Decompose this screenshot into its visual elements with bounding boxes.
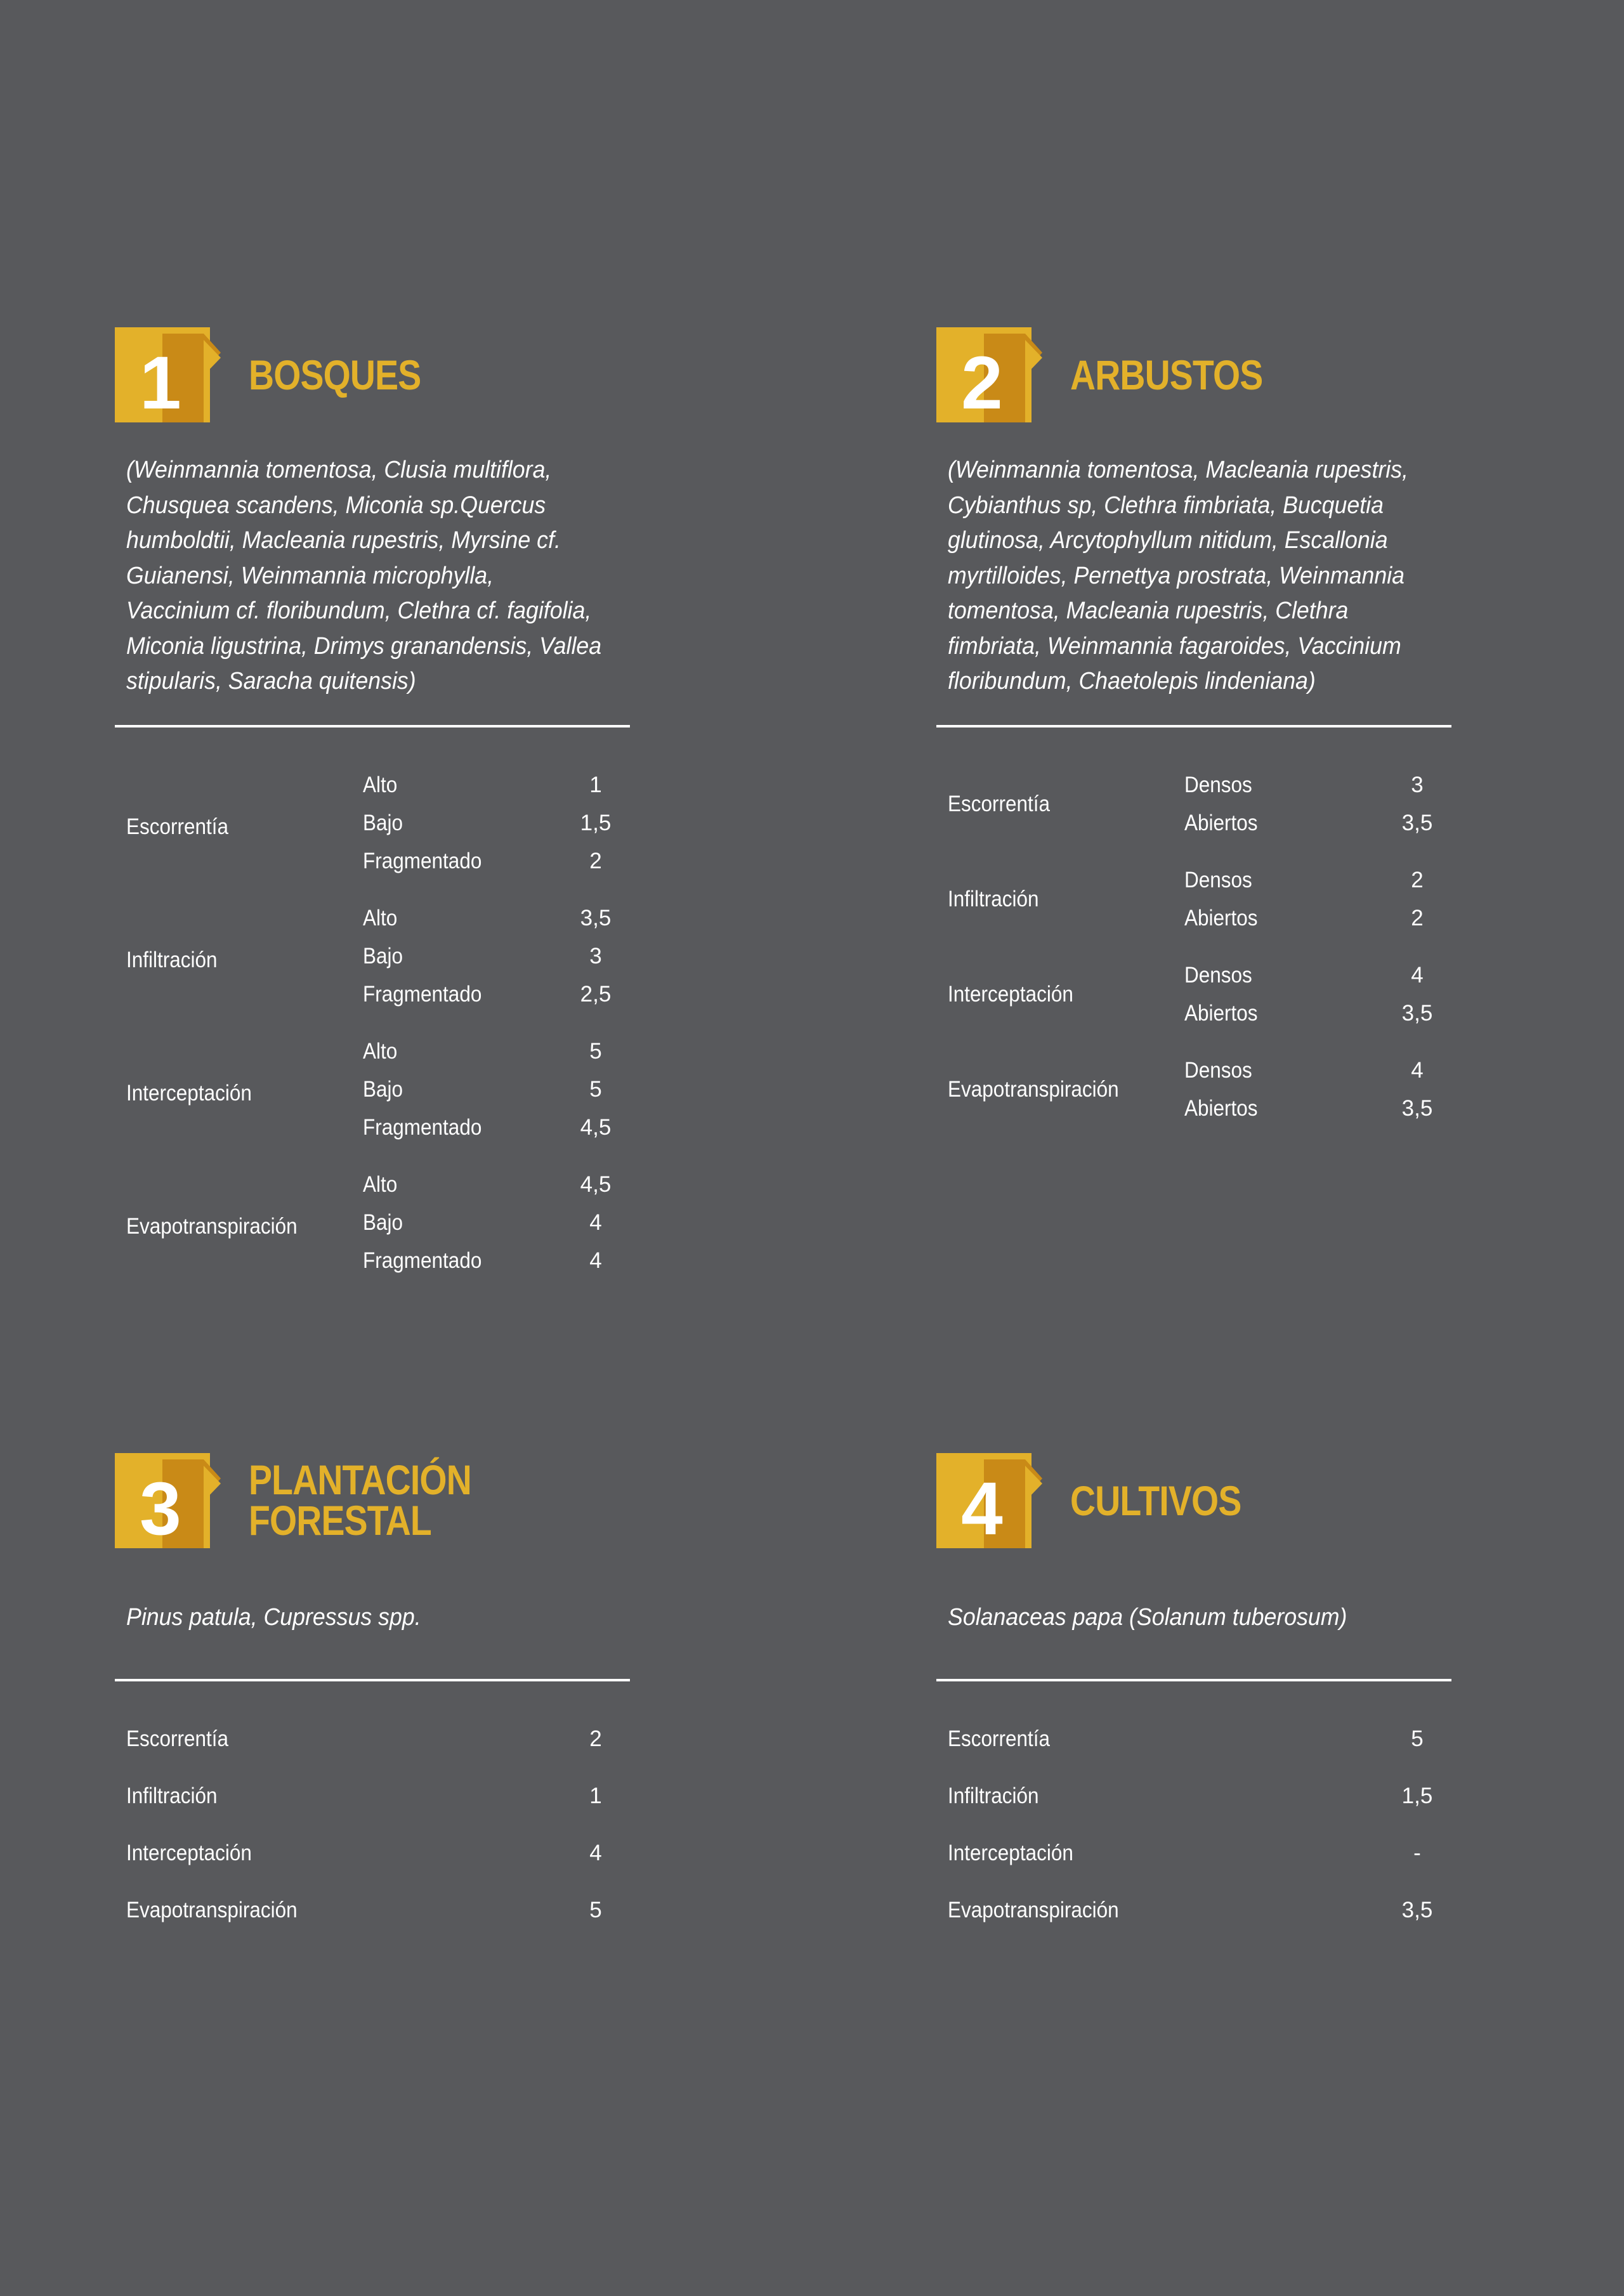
sub-label: Densos bbox=[1184, 773, 1252, 797]
table-row bbox=[948, 804, 1455, 842]
table-row bbox=[126, 1033, 634, 1071]
group-label: Interceptación bbox=[126, 1081, 252, 1106]
species-list: (Weinmannia tomentosa, Macleania rupestris, Cybianthus sp, Clethra fimbriata, Bucquetia glutinosa, Arcytophyllum nitidum, Escallonia myrtilloides, Pernettya prostrata, Weinmannia tomentosa, Macleania rupestris, Clethra fimbriata, Weinmannia fagaroides, Vaccinium floribundum, Chaetolepis lindeniana) bbox=[948, 457, 1408, 695]
table-row bbox=[126, 1891, 634, 1929]
value: 1,5 bbox=[1401, 1784, 1433, 1808]
value: 3,5 bbox=[1401, 1096, 1433, 1121]
value: 4 bbox=[589, 1248, 602, 1273]
number-badge bbox=[936, 1453, 1031, 1548]
value: 4,5 bbox=[580, 1115, 612, 1140]
section-plantacion-forestal bbox=[115, 1453, 635, 1960]
table-row bbox=[948, 1834, 1455, 1872]
value: 1 bbox=[589, 773, 602, 797]
value: 3,5 bbox=[1401, 811, 1433, 835]
badge-number: 1 bbox=[140, 341, 181, 422]
value: 3,5 bbox=[580, 906, 612, 930]
badge-number: 3 bbox=[140, 1467, 181, 1548]
sub-label: Fragmentado bbox=[363, 1248, 482, 1273]
table-row bbox=[126, 1777, 634, 1815]
species-list: Solanaceas papa (Solanum tuberosum) bbox=[948, 1604, 1347, 1631]
value: 4 bbox=[1411, 1058, 1424, 1083]
table-row bbox=[126, 1204, 634, 1242]
table-row bbox=[948, 899, 1455, 937]
table-row bbox=[126, 1720, 634, 1758]
group-label: Infiltración bbox=[126, 948, 218, 972]
divider bbox=[936, 725, 1451, 727]
value: 4,5 bbox=[580, 1172, 612, 1197]
group-label: Escorrentía bbox=[126, 814, 229, 839]
row-label: Escorrentía bbox=[126, 1726, 229, 1751]
value: - bbox=[1413, 1841, 1421, 1865]
divider bbox=[936, 1679, 1451, 1681]
row-label: Interceptación bbox=[948, 1841, 1073, 1865]
badge-graphic bbox=[936, 327, 1044, 422]
number-badge bbox=[115, 327, 210, 422]
table-row bbox=[126, 1071, 634, 1109]
species-list: (Weinmannia tomentosa, Clusia multiflora, Chusquea scandens, Miconia sp.Quercus humboldtii, Macleania rupestris, Myrsine cf. Guianensi, Weinmannia microphylla, Vaccinium cf. floribundum, Clethra cf. fagifolia, Miconia ligustrina, Drimys granandensis, Vallea stipularis, Saracha quitensis) bbox=[126, 457, 602, 695]
group-label: Interceptación bbox=[948, 982, 1073, 1007]
sub-label: Alto bbox=[363, 1039, 398, 1064]
group-label: Infiltración bbox=[948, 887, 1039, 911]
section-bosques bbox=[115, 327, 635, 1291]
value: 4 bbox=[589, 1210, 602, 1235]
value: 3 bbox=[589, 944, 602, 969]
value: 2 bbox=[1411, 868, 1424, 892]
badge-graphic bbox=[115, 1453, 223, 1548]
value: 5 bbox=[1411, 1726, 1424, 1751]
value: 1 bbox=[589, 1784, 602, 1808]
table-row bbox=[948, 861, 1455, 899]
sub-label: Abiertos bbox=[1184, 811, 1258, 835]
table-row bbox=[126, 1242, 634, 1280]
value: 3,5 bbox=[1401, 1898, 1433, 1922]
value: 2 bbox=[1411, 906, 1424, 930]
table-row bbox=[948, 995, 1455, 1033]
table-row bbox=[126, 766, 634, 804]
sub-label: Fragmentado bbox=[363, 849, 482, 873]
value: 3 bbox=[1411, 773, 1424, 797]
value: 5 bbox=[589, 1077, 602, 1102]
row-label: Evapotranspiración bbox=[948, 1898, 1119, 1922]
value: 4 bbox=[1411, 963, 1424, 988]
value: 2 bbox=[589, 849, 602, 873]
sub-label: Abiertos bbox=[1184, 906, 1258, 930]
table-row bbox=[126, 1166, 634, 1204]
sub-label: Fragmentado bbox=[363, 1115, 482, 1140]
table-row bbox=[126, 899, 634, 937]
value: 2 bbox=[589, 1726, 602, 1751]
badge-graphic bbox=[115, 327, 223, 422]
table-row bbox=[126, 804, 634, 842]
species-list: Pinus patula, Cupressus spp. bbox=[126, 1604, 421, 1631]
table-row bbox=[948, 1777, 1455, 1815]
badge-number: 4 bbox=[961, 1467, 1003, 1548]
row-label: Interceptación bbox=[126, 1841, 252, 1865]
divider bbox=[115, 1679, 630, 1681]
value: 5 bbox=[589, 1898, 602, 1922]
table-row bbox=[126, 842, 634, 880]
sub-label: Bajo bbox=[363, 1210, 403, 1235]
table-row bbox=[948, 766, 1455, 804]
sub-label: Densos bbox=[1184, 1058, 1252, 1083]
sub-label: Alto bbox=[363, 906, 398, 930]
badge-number: 2 bbox=[961, 341, 1003, 422]
table-row bbox=[126, 975, 634, 1014]
badge-graphic bbox=[936, 1453, 1044, 1548]
sub-label: Alto bbox=[363, 1172, 398, 1197]
section-title: PLANTACIÓN FORESTAL bbox=[249, 1456, 471, 1544]
section-title: CULTIVOS bbox=[1070, 1477, 1241, 1524]
value: 1,5 bbox=[580, 811, 612, 835]
sub-label: Fragmentado bbox=[363, 982, 482, 1007]
row-label: Evapotranspiración bbox=[126, 1898, 298, 1922]
sub-label: Abiertos bbox=[1184, 1096, 1258, 1121]
table-row bbox=[948, 1720, 1455, 1758]
sub-label: Alto bbox=[363, 773, 398, 797]
sub-label: Densos bbox=[1184, 868, 1252, 892]
table-row bbox=[126, 937, 634, 975]
value: 3,5 bbox=[1401, 1001, 1433, 1026]
table-row bbox=[126, 1834, 634, 1872]
row-label: Escorrentía bbox=[948, 1726, 1051, 1751]
section-arbustos bbox=[936, 327, 1457, 1152]
table-row bbox=[948, 1891, 1455, 1929]
sub-label: Bajo bbox=[363, 1077, 403, 1102]
value: 2,5 bbox=[580, 982, 612, 1007]
divider bbox=[115, 725, 630, 727]
sub-label: Abiertos bbox=[1184, 1001, 1258, 1026]
table-row bbox=[126, 1109, 634, 1147]
section-title: BOSQUES bbox=[249, 351, 421, 398]
section-cultivos bbox=[936, 1453, 1457, 1960]
value: 5 bbox=[589, 1039, 602, 1064]
sub-label: Bajo bbox=[363, 811, 403, 835]
table-row bbox=[948, 956, 1455, 995]
group-label: Evapotranspiración bbox=[126, 1214, 298, 1239]
table-row bbox=[948, 1052, 1455, 1090]
sub-label: Bajo bbox=[363, 944, 403, 969]
group-label: Escorrentía bbox=[948, 792, 1051, 816]
row-label: Infiltración bbox=[948, 1784, 1039, 1808]
row-label: Infiltración bbox=[126, 1784, 218, 1808]
table-row bbox=[948, 1090, 1455, 1128]
group-label: Evapotranspiración bbox=[948, 1077, 1119, 1102]
section-title: ARBUSTOS bbox=[1070, 351, 1263, 398]
number-badge bbox=[115, 1453, 210, 1548]
number-badge bbox=[936, 327, 1031, 422]
sub-label: Densos bbox=[1184, 963, 1252, 988]
value: 4 bbox=[589, 1841, 602, 1865]
